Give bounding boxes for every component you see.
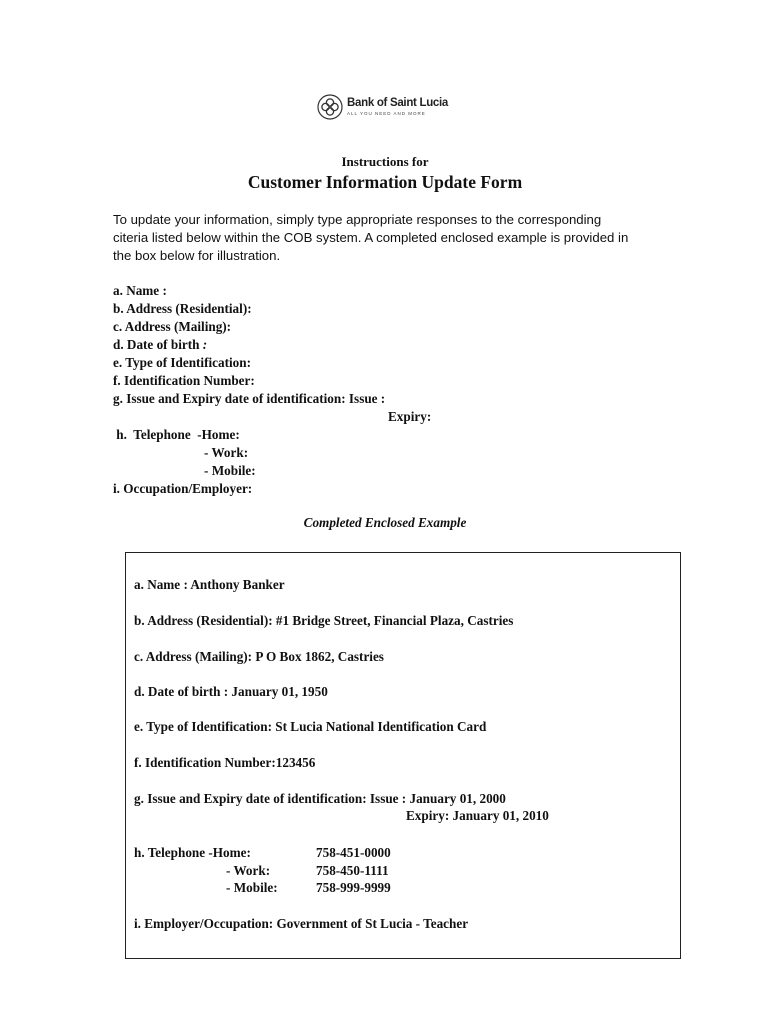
field-telephone-home: h. Telephone -Home:	[113, 427, 240, 442]
example-telephone-home-value: 758-451-0000	[316, 845, 391, 860]
field-date-of-birth-colon: :	[202, 337, 208, 352]
example-telephone-home-label: h. Telephone -Home:	[134, 845, 251, 860]
example-caption: Completed Enclosed Example	[303, 515, 467, 530]
bank-name: Bank of Saint Lucia	[347, 97, 449, 109]
example-telephone-work-value: 758-450-1111	[316, 863, 389, 878]
example-box	[125, 552, 681, 959]
intro-line: citeria listed below within the COB system. A completed enclosed example is provided in	[113, 230, 629, 245]
example-occupation: i. Employer/Occupation: Government of St Lucia - Teacher	[134, 916, 469, 931]
example-id-number: f. Identification Number:123456	[134, 755, 316, 770]
example-id-issue: g. Issue and Expiry date of identification: Issue : January 01, 2000	[134, 791, 506, 806]
bank-logo-icon	[317, 94, 343, 120]
field-id-expiry: Expiry:	[388, 409, 432, 424]
document-title: Customer Information Update Form	[247, 172, 523, 192]
example-address-residential: b. Address (Residential): #1 Bridge Street, Financial Plaza, Castries	[134, 613, 514, 628]
example-name: a. Name : Anthony Banker	[134, 577, 285, 592]
intro-line: To update your information, simply type appropriate responses to the corresponding	[113, 212, 602, 227]
document-subtitle: Instructions for	[341, 154, 429, 169]
example-telephone-work-label: - Work:	[226, 863, 271, 878]
field-date-of-birth	[113, 337, 207, 353]
field-occupation: i. Occupation/Employer:	[113, 481, 253, 496]
intro-paragraph	[113, 211, 673, 265]
example-date-of-birth: d. Date of birth : January 01, 1950	[134, 684, 328, 699]
field-id-number: f. Identification Number:	[113, 373, 255, 388]
field-telephone-mobile: - Mobile:	[204, 463, 256, 478]
field-name: a. Name :	[113, 283, 167, 298]
example-id-expiry: Expiry: January 01, 2010	[406, 808, 549, 823]
bank-tagline: ALL YOU NEED AND MORE	[347, 110, 426, 116]
field-date-of-birth-label: d. Date of birth	[113, 337, 200, 352]
field-telephone-work: - Work:	[204, 445, 249, 460]
bank-logo	[317, 92, 448, 122]
field-address-mailing: c. Address (Mailing):	[113, 319, 232, 334]
example-id-type: e. Type of Identification: St Lucia National Identification Card	[134, 719, 487, 734]
field-address-residential: b. Address (Residential):	[113, 301, 252, 316]
intro-line: the box below for illustration.	[113, 248, 281, 263]
field-id-type: e. Type of Identification:	[113, 355, 251, 370]
example-telephone-mobile-value: 758-999-9999	[316, 880, 391, 895]
field-id-issue: g. Issue and Expiry date of identification: Issue :	[113, 391, 386, 406]
example-telephone-mobile-label: - Mobile:	[226, 880, 278, 895]
example-address-mailing: c. Address (Mailing): P O Box 1862, Castries	[134, 649, 384, 664]
